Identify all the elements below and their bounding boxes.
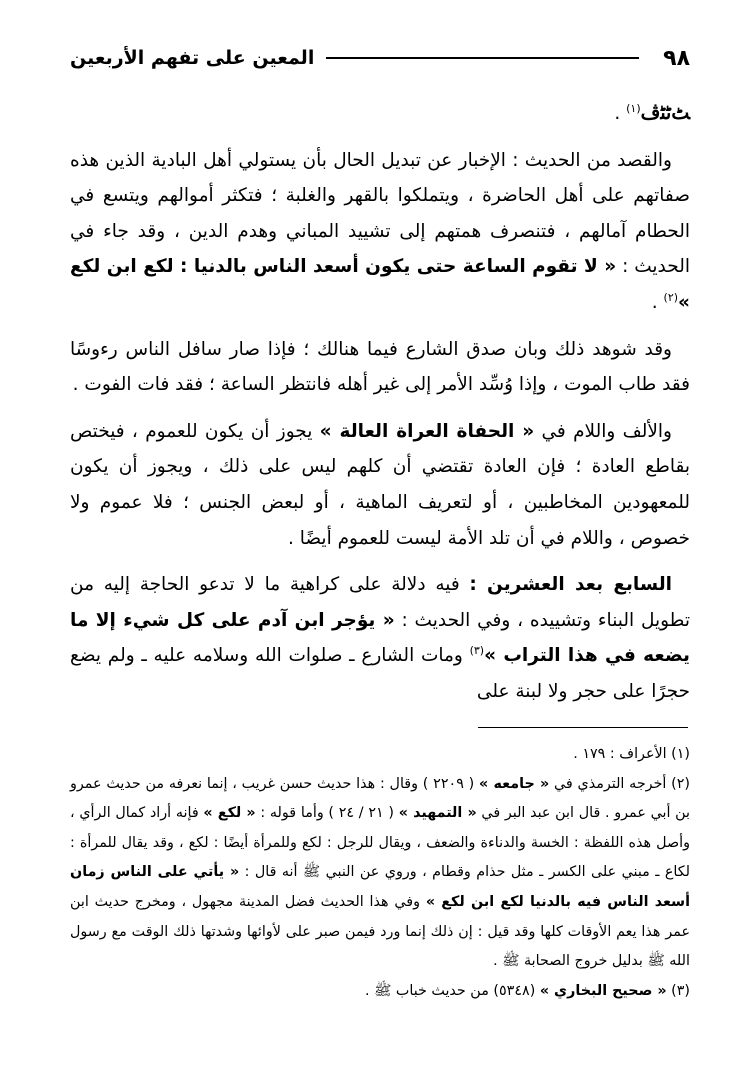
- footnote-ref-2[interactable]: (٢): [663, 290, 679, 304]
- paragraph-text: والقصد من الحديث : الإخبار عن تبديل الحال بأن يستولي أهل البادية الذين هذه صفاتهم على أهل الحاضرة ، ويتملكوا بالقهر والغلبة ؛ فتكثر أموالهم ويتسع في الحطام آمالهم ، فتنصرف همتهم إلى تشييد المباني وهدم الدين ، وقد جاء في الحديث :: [70, 149, 690, 278]
- sentence-end: .: [614, 103, 627, 124]
- quoted-phrase: « الحفاة العراة العالة »: [319, 420, 535, 442]
- quran-verse-fragment: ﭧﭨﭩﭪ: [640, 102, 690, 124]
- hadith-quote: « لا تقوم الساعة حتى يكون أسعد الناس بالدنيا : لكع ابن لكع »: [70, 256, 690, 313]
- quoted-word: « لكع »: [203, 805, 256, 822]
- footnote-text: (٣): [666, 982, 690, 999]
- source-title: « جامعه »: [479, 775, 550, 792]
- running-title: المعين على تفهم الأربعين: [70, 47, 315, 69]
- paragraph-witnessed: [70, 332, 690, 403]
- footnote-text: ( ٢٢٠٩ ) وقال : هذا حديث حسن غريب ، إنما نعرفه من حديث عمرو بن أبي عمرو . قال ابن عبد البر في: [70, 775, 691, 822]
- paragraph-tail: ومات الشارع ـ صلوات الله وسلامه عليه ـ ولم يضع حجرًا على حجر ولا لبنة على: [70, 645, 690, 702]
- source-title: « التمهيد »: [398, 805, 477, 822]
- page-number: ٩٨: [663, 45, 690, 71]
- paragraph-text: يجوز أن يكون للعموم ، فيختص بقاطع العادة ؛ فإن العادة تقتضي أن كلهم ليس على ذلك ، ويجوز أن يكون للمعهودين المخاطبين ، أو لتعريف الماهية ، أو لبعض الجنس ؛ فلا عموم ولا خصوص ، واللام في أن تلد الأمة ليست للعموم أيضًا .: [70, 420, 690, 549]
- hadith-quote: « يأتي على الناس زمان أسعد الناس فيه بالدنيا لكع ابن لكع »: [70, 864, 691, 910]
- footnotes: [70, 740, 690, 1006]
- header-rule: [326, 57, 639, 59]
- footnote-text: ( ٢١ / ٢٤ ) وأما قوله :: [255, 805, 399, 822]
- main-text: [70, 96, 690, 710]
- footnote-text: وفي هذا الحديث فضل المدينة مجهول ، ومخرج حديث ابن عمر هذا يعم الأوقات كلها وقد قيل : إن ذلك إنما ورد فيمن صبر على لأوائها وشدتها ذلك الوقت مع رسول الله ﷺ بدليل خروج الصحابة ﷺ .: [70, 893, 690, 970]
- footnote-text: (٥٣٤٨) من حديث خباب ﷺ .: [364, 982, 540, 999]
- footnote-2: [70, 770, 690, 977]
- paragraph-alif-lam: [70, 414, 690, 556]
- hadith-quote: « يؤجر ابن آدم على كل شيء إلا ما يضعه في هذا التراب »: [70, 609, 691, 667]
- paragraph-text: فيه دلالة على كراهية ما لا تدعو الحاجة إليه من تطويل البناء وتشييده ، وفي الحديث :: [70, 574, 690, 631]
- footnote-ref-3[interactable]: (٣): [469, 644, 485, 658]
- footnote-3: [70, 977, 690, 1007]
- paragraph-lead: والألف واللام في: [534, 420, 672, 442]
- footnote-text: فإنه أراد كمال الرأي ، وأصل هذه اللفظة : الخسة والدناءة والضعف ، ويقال للرجل : لكع وللمرأة أيضًا : لكع ، وقد يقال للمرأة : لكاع ـ مبني على الكسر ـ مثل حذام وقطام ، وروي عن النبي ﷺ أنه قال :: [70, 805, 690, 881]
- page-header: [70, 38, 690, 78]
- section-label: السابع بعد العشرين :: [469, 574, 672, 596]
- source-title: « صحيح البخاري »: [539, 982, 667, 999]
- footnote-ref-1[interactable]: (١): [626, 101, 641, 115]
- footnote-separator: [478, 727, 688, 728]
- sentence-end: .: [651, 291, 664, 313]
- footnote-1: (١) الأعراف : ١٧٩ .: [573, 746, 690, 762]
- paragraph-text: وقد شوهد ذلك وبان صدق الشارع فيما هنالك ؛ فإذا صار سافل الناس رءوسًا فقد طاب الموت ، وإذا وُسِّد الأمر إلى غير أهله فانتظر الساعة ؛ فقد فات الفوت .: [70, 338, 690, 396]
- paragraph-intent: [70, 143, 690, 321]
- paragraph-quran-ending: [70, 96, 690, 132]
- paragraph-twenty-seventh: [70, 567, 690, 709]
- footnote-text: (٢) أخرجه الترمذي في: [549, 775, 690, 792]
